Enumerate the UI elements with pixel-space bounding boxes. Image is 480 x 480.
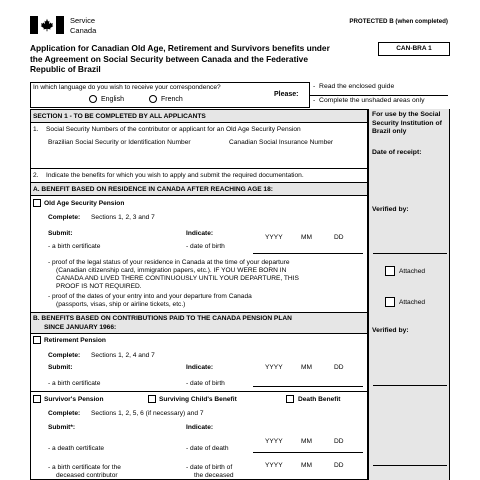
instruction-item: - Read the enclosed guide xyxy=(313,83,395,90)
section-a-heading: A. BENEFIT BASED ON RESIDENCE IN CANADA AFTER REACHING AGE 18: xyxy=(33,186,273,193)
question-1-text: Social Security Numbers of the contributor or applicant for an Old Age Security Pension xyxy=(46,126,301,133)
yyyy-label: YYYY xyxy=(265,462,283,469)
verified-by-label: Verified by: xyxy=(372,327,409,334)
canada-flag-icon xyxy=(30,16,64,34)
submit-label: Submit: xyxy=(48,230,73,237)
attached-checkbox[interactable] xyxy=(385,297,395,307)
old-age-security-checkbox[interactable] xyxy=(33,199,41,207)
proof-status-line-3: CANADA AND LIVED THERE CONTINUOUSLY UNTIL YOUR DEPARTURE, THIS xyxy=(56,275,299,282)
office-use-heading: For use by the Social Security Institution of Brazil only xyxy=(372,111,442,136)
please-label: Please: xyxy=(274,91,299,98)
date-of-receipt-label: Date of receipt: xyxy=(372,149,422,156)
birth-certificate-item: - a birth certificate xyxy=(48,243,101,250)
protected-label: PROTECTED B (when completed) xyxy=(349,18,448,25)
dd-label: DD xyxy=(334,438,344,445)
mm-label: MM xyxy=(301,462,312,469)
instruction-item: - Complete the unshaded areas only xyxy=(313,97,425,104)
surviving-child-checkbox[interactable] xyxy=(148,395,156,403)
agency-name: Service Canada xyxy=(70,16,97,35)
complete-label: Complete: xyxy=(48,410,81,417)
mm-label: MM xyxy=(301,438,312,445)
submit-label: Submit: xyxy=(48,364,73,371)
retirement-pension-checkbox[interactable] xyxy=(33,336,41,344)
form-title: Application for Canadian Old Age, Retirement and Survivors benefits under the Agreement on Social Security between Canada and the Federative Republic of Brazil xyxy=(30,43,330,74)
survivors-pension-checkbox[interactable] xyxy=(33,395,41,403)
attached-label: Attached xyxy=(399,268,426,275)
complete-sections: Sections 1, 2, 4 and 7 xyxy=(91,352,155,359)
english-option[interactable]: English xyxy=(89,95,124,104)
mm-label: MM xyxy=(301,364,312,371)
french-option[interactable]: French xyxy=(149,95,183,104)
attached-checkbox[interactable] xyxy=(385,266,395,276)
brazil-ssn-label: Brazilian Social Security or Identification Number xyxy=(48,139,191,146)
deceased-date-of-birth-line-2: the deceased xyxy=(194,472,234,479)
section-b-heading-line-2: SINCE JANUARY 1966: xyxy=(44,324,117,331)
french-radio[interactable] xyxy=(149,95,157,103)
deceased-birth-certificate-line-2: deceased contributor xyxy=(56,472,118,479)
proof-status-line-2: (Canadian citizenship card, immigration papers, etc.). IF YOU WERE BORN IN xyxy=(56,267,287,274)
date-of-birth-label: - date of birth xyxy=(186,380,225,387)
date-of-birth-label: - date of birth xyxy=(186,243,225,250)
old-age-security-label: Old Age Security Pension xyxy=(44,200,125,207)
indicate-label: Indicate: xyxy=(186,424,214,431)
birth-certificate-item: - a birth certificate xyxy=(48,380,101,387)
death-benefit-label: Death Benefit xyxy=(298,396,341,403)
deceased-birth-certificate-line-1: - a birth certificate for the xyxy=(48,464,121,471)
deceased-date-of-birth-line-1: - date of birth of xyxy=(186,464,233,471)
retirement-pension-label: Retirement Pension xyxy=(44,337,106,344)
date-of-birth-field[interactable] xyxy=(253,386,363,387)
complete-sections: Sections 1, 2, 5, 6 (if necessary) and 7 xyxy=(91,410,204,417)
submit-label: Submit*: xyxy=(48,424,76,431)
language-section xyxy=(30,82,310,108)
complete-sections: Sections 1, 2, 3 and 7 xyxy=(91,214,155,221)
indicate-label: Indicate: xyxy=(186,364,214,371)
question-1-number: 1. xyxy=(33,126,39,133)
verified-by-label: Verified by: xyxy=(372,206,409,213)
surviving-child-label: Surviving Child's Benefit xyxy=(159,396,237,403)
proof-dates-line-2: (passports, visas, ship or airline tickets, etc.) xyxy=(56,301,186,308)
english-radio[interactable] xyxy=(89,95,97,103)
dd-label: DD xyxy=(334,364,344,371)
proof-dates-line-1: - proof of the dates of your entry into and your departure from Canada xyxy=(48,293,252,300)
question-2-text: Indicate the benefits for which you wish to apply and submit the required documentation. xyxy=(46,172,304,179)
language-question: In which language do you wish to receive your correspondence? xyxy=(33,84,221,91)
yyyy-label: YYYY xyxy=(265,234,283,241)
date-of-death-label: - date of death xyxy=(186,445,229,452)
dd-label: DD xyxy=(334,234,344,241)
main-form xyxy=(30,109,368,480)
mm-label: MM xyxy=(301,234,312,241)
canada-sin-label: Canadian Social Insurance Number xyxy=(229,139,334,146)
dd-label: DD xyxy=(334,462,344,469)
date-of-death-field[interactable] xyxy=(253,452,363,453)
section-b-heading-line-1: B. BENEFITS BASED ON CONTRIBUTIONS PAID TO THE CANADA PENSION PLAN xyxy=(33,315,292,322)
death-benefit-checkbox[interactable] xyxy=(286,395,294,403)
yyyy-label: YYYY xyxy=(265,438,283,445)
question-2-number: 2. xyxy=(33,172,39,179)
death-certificate-item: - a death certificate xyxy=(48,445,105,452)
office-use-panel xyxy=(368,109,450,480)
proof-status-line-1: - proof of the legal status of your residence in Canada at the time of your departure xyxy=(48,259,290,266)
section-1-heading: SECTION 1 - TO BE COMPLETED BY ALL APPLICANTS xyxy=(33,113,206,120)
indicate-label: Indicate: xyxy=(186,230,214,237)
proof-status-line-4: PROOF IS NOT REQUIRED. xyxy=(56,283,142,290)
instructions-box xyxy=(310,82,450,108)
survivors-pension-label: Survivor's Pension xyxy=(44,396,104,403)
date-of-birth-field[interactable] xyxy=(253,253,363,254)
complete-label: Complete: xyxy=(48,352,81,359)
form-code: CAN-BRA 1 xyxy=(378,42,450,56)
complete-label: Complete: xyxy=(48,214,81,221)
yyyy-label: YYYY xyxy=(265,364,283,371)
attached-label: Attached xyxy=(399,299,426,306)
